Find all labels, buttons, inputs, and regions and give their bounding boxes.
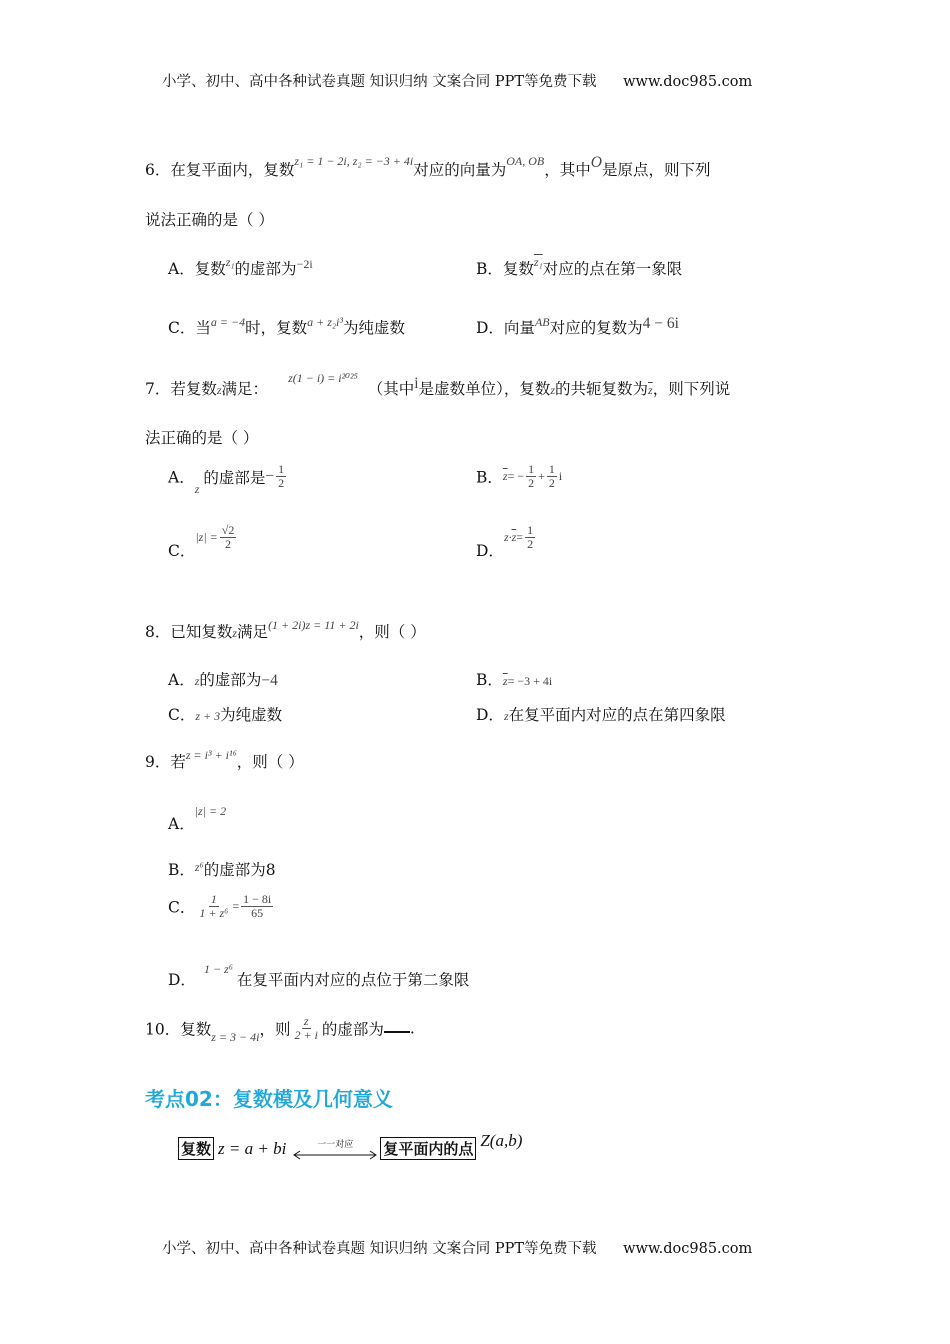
- section-title: 考点02：复数模及几何意义: [145, 1087, 393, 1111]
- footer-banner: [162, 1237, 752, 1258]
- q7-option-a[interactable]: A．$_z$的虚部是− $\frac{1}{2}$: [168, 462, 285, 496]
- q8-option-d[interactable]: D．z在复平面内对应的点在第四象限: [476, 706, 726, 724]
- double-arrow-icon: [292, 1150, 378, 1160]
- complex-plane-point-box: 复平面内的点: [380, 1137, 476, 1160]
- header-banner: [162, 70, 752, 91]
- complex-number-box: 复数: [178, 1137, 214, 1160]
- q6-option-d[interactable]: D．向量$^{AB}$对应的复数为4 − 6i: [476, 315, 679, 337]
- answer-blank[interactable]: [384, 1017, 410, 1033]
- header-url[interactable]: www.doc985.com: [623, 74, 753, 90]
- arrow-label: 一一对应: [317, 1140, 354, 1150]
- q9-option-b[interactable]: B．$^{z^6}$的虚部为8: [168, 860, 276, 879]
- q7-option-c[interactable]: C．|z| = $\frac{√2}{2}$: [168, 523, 235, 560]
- question-6-stem-cont: 说法正确的是（ ）: [145, 211, 274, 229]
- question-7-stem-cont: 法正确的是（ ）: [145, 429, 259, 447]
- diagram-formula: z = a + bi: [218, 1138, 287, 1158]
- header-text: 小学、初中、高中各种试卷真题 知识归纳 文案合同 PPT等免费下载: [162, 74, 597, 90]
- q6-option-c[interactable]: C．当$^{a = -4}$时，复数$^{a + z_2i^3}$为纯虚数: [168, 315, 405, 337]
- question-6-stem: 6．在复平面内，复数$^{z_1 = 1 - 2i, z_2 = -3 + 4i}$对应的向量为$^{OA, OB}$，其中O是原点，则下列: [145, 154, 711, 179]
- q8-option-b[interactable]: B．$\overline{z}= -3 + 4i$: [476, 671, 553, 689]
- q9-option-a[interactable]: A．|z| = 2: [168, 804, 227, 833]
- question-9-stem: 9．若$^{z = i^3 + i^{16}}$，则（ ）: [145, 748, 304, 771]
- footer-url[interactable]: www.doc985.com: [623, 1241, 753, 1257]
- q6-option-b[interactable]: B．复数$^{z_1}$对应的点在第一象限: [476, 255, 683, 278]
- q6-option-a[interactable]: A．复数$^{z_1}$的虚部为$^{-2i}$: [168, 255, 313, 278]
- q7-option-d[interactable]: D．$z\cdot\overline{z}=$ $\frac{1}{2}$: [476, 523, 534, 560]
- footer-text: 小学、初中、高中各种试卷真题 知识归纳 文案合同 PPT等免费下载: [162, 1241, 597, 1257]
- question-8-stem: 8．已知复数z满足$^{(1 + 2i)z = 11 + 2i}$，则（ ）: [145, 618, 426, 641]
- point-coordinates: Z(a,b): [480, 1130, 523, 1150]
- question-7-stem: 7．若复数z满足：$^{z(1 - i) = i^{2025}}$（其中i是虚数单位），复数z的共轭复数为$\overline{z}$，则下列说: [145, 371, 731, 398]
- q7-option-b[interactable]: B．$\overline{z}=$ − $\frac{1}{2}$ + $\frac{1}{2}$ i: [476, 462, 563, 491]
- q8-option-a[interactable]: A．z的虚部为−4: [168, 671, 278, 689]
- q9-option-d[interactable]: D．1 − z⁶在复平面内对应的点位于第二象限: [168, 962, 470, 989]
- q9-option-c[interactable]: C． $\frac{1}{\text{1 + z⁶}}$ = $\frac{1 - 8i}{65}$: [168, 892, 272, 921]
- question-10-stem: 10．复数$_{z = 3 - 4i}$，则 $\frac{z}{2 + i}$ 的虚部为 .: [145, 1014, 415, 1044]
- correspondence-diagram: [178, 1130, 523, 1160]
- q8-option-c[interactable]: C．z + 3为纯虚数: [168, 706, 283, 724]
- bidirectional-arrow: [292, 1137, 378, 1160]
